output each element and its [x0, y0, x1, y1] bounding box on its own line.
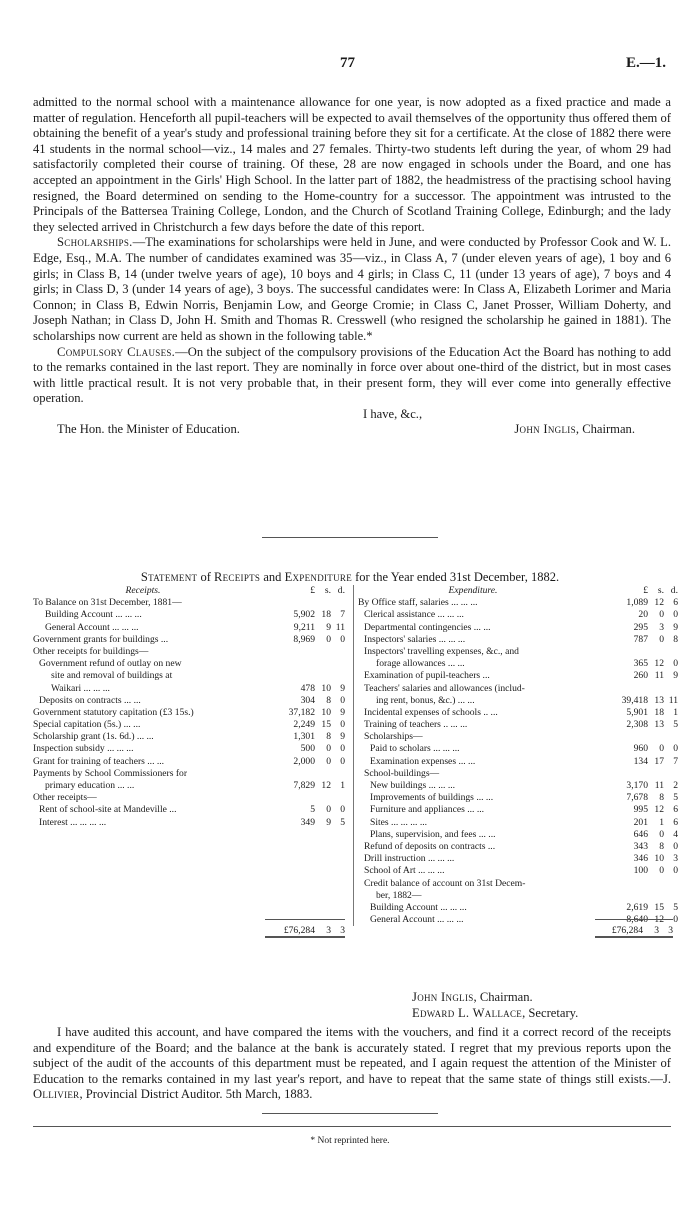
- amount-pence: 5: [673, 901, 678, 913]
- row-amount: [275, 768, 345, 780]
- row-amount: [608, 683, 678, 695]
- amount-pence: 6: [673, 597, 678, 609]
- table-row: [358, 817, 678, 829]
- row-amount: [275, 634, 345, 646]
- row-amount: [608, 609, 678, 621]
- row-label: Rent of school-site at Mandeville ...: [39, 804, 177, 816]
- table-row: [358, 792, 678, 804]
- receipts-header-row: Receipts. £ s. d.: [33, 585, 345, 597]
- amount-shillings: 0: [326, 633, 331, 645]
- row-amount: [608, 878, 678, 890]
- row-label: Grant for training of teachers ... ...: [33, 755, 165, 767]
- row-label: Examination expenses ... ...: [370, 755, 476, 767]
- row-label: ing rent, bonus, &c.) ... ...: [376, 694, 475, 706]
- table-row: [358, 768, 678, 780]
- amount-pence: 7: [673, 755, 678, 767]
- table-row: [33, 756, 345, 768]
- amount-pounds: 995: [633, 804, 648, 816]
- amount-shillings: 12: [654, 804, 664, 816]
- row-amount: [275, 646, 345, 658]
- row-label: Inspection subsidy ... ... ...: [33, 743, 134, 755]
- paragraph-compulsory-clauses: [33, 345, 671, 407]
- row-amount: [275, 609, 345, 621]
- amount-pounds: 7,829: [293, 780, 315, 791]
- table-row: [358, 731, 678, 743]
- amount-pounds: 500: [300, 743, 315, 755]
- footer-divider-short: [262, 1113, 438, 1114]
- row-label: School of Art ... ... ...: [364, 865, 445, 877]
- amount-pence: 9: [340, 731, 345, 743]
- table-row: [358, 670, 678, 682]
- amount-pounds: 5,902: [293, 609, 315, 621]
- row-label: Government statutory capitation (£3 15s.): [33, 706, 194, 718]
- table-row: [358, 804, 678, 816]
- row-amount: [275, 658, 345, 670]
- amount-pence: 0: [340, 694, 345, 706]
- amount-shillings: 18: [321, 609, 331, 621]
- row-amount: [275, 817, 345, 829]
- amount-pounds: 787: [633, 633, 648, 645]
- table-row: [33, 695, 345, 707]
- row-amount: [608, 902, 678, 914]
- table-row: [358, 890, 678, 902]
- row-label: Other receipts—: [33, 792, 97, 804]
- table-row: [358, 658, 678, 670]
- amount-pounds: 2,619: [626, 901, 648, 913]
- row-amount: [608, 841, 678, 853]
- row-amount: [608, 731, 678, 743]
- table-row: [33, 646, 345, 658]
- row-amount: [275, 597, 345, 609]
- receipts-rows: [33, 597, 345, 829]
- row-amount: [608, 597, 678, 609]
- statement-signatures: [412, 990, 578, 1021]
- amount-pence: 9: [673, 621, 678, 633]
- amount-pounds: 3,170: [626, 780, 648, 791]
- row-amount: [608, 817, 678, 829]
- amount-shillings: 3: [659, 621, 664, 633]
- row-amount: [608, 646, 678, 658]
- row-label: Credit balance of account on 31st Decem-: [364, 877, 526, 889]
- amount-pence: 5: [673, 792, 678, 804]
- amount-shillings: 0: [659, 743, 664, 755]
- row-label: Government refund of outlay on new: [39, 658, 182, 670]
- amount-pence: 0: [340, 633, 345, 645]
- statement-title: Statement of Receipts and Expenditure for the Year ended 31st December, 1882.: [140, 570, 560, 584]
- amount-pounds: 343: [633, 840, 648, 852]
- row-label: Inspectors' travelling expenses, &c., and: [364, 645, 519, 657]
- amount-shillings: 8: [326, 731, 331, 743]
- amount-pence: 1: [673, 706, 678, 718]
- table-row: [33, 622, 345, 634]
- amount-shillings: 15: [654, 901, 664, 913]
- row-amount: [608, 890, 678, 902]
- row-amount: [275, 780, 345, 792]
- row-amount: [608, 865, 678, 877]
- row-label: Government grants for buildings ...: [33, 633, 169, 645]
- table-row: [33, 768, 345, 780]
- amount-pounds: 2,000: [293, 755, 315, 767]
- amount-pounds: 478: [300, 682, 315, 694]
- row-label: Building Account ... ... ...: [370, 901, 467, 913]
- row-amount: [608, 780, 678, 792]
- row-amount: [608, 743, 678, 755]
- compulsory-heading: Compulsory Clauses.: [57, 344, 176, 359]
- table-row: [358, 780, 678, 792]
- table-row: [33, 792, 345, 804]
- amount-pence: 9: [340, 706, 345, 718]
- expenditure-header-row: Expenditure. £ s. d.: [358, 585, 678, 597]
- receipts-total-rule: [265, 919, 345, 920]
- table-row: [33, 719, 345, 731]
- row-amount: [608, 829, 678, 841]
- table-row: [33, 670, 345, 682]
- row-label: Improvements of buildings ... ...: [370, 792, 494, 804]
- amount-pence: 0: [340, 719, 345, 731]
- row-amount: [608, 853, 678, 865]
- row-amount: [608, 768, 678, 780]
- row-label: Incidental expenses of schools .. ...: [364, 706, 498, 718]
- scholarships-text: —The examinations for scholarships were held in June, and were conducted by Professor Cook and W. L. Edge, Esq., M.A. The number of candidates examined was 35—viz., in Class A, 7 (under eleven years of age), 1 boy and 6 girls; in Class B, 14 (under twelve years of age), 10 boys and 4 girls; in Class C, 11 (under 13 years of age), 7 boys and 4 girls; in Class D, 3 (under 14 years of age), 3 boys. The successful candidates were: In Class A, Elizabeth Lorimer and Maria Connon; in Class B, Edwin Norris, Benjamin Low, and George Cromie; in Class C, Janet Prosser, William Doherty, and Joseph Nathan; in Class D, John H. Smith and Thomas R. Cresswell (who resigned the scholarship he gained in 1881). The scholarships now current are held as shown in the following table.*: [33, 235, 671, 343]
- table-row: [33, 804, 345, 816]
- amount-pence: 0: [340, 755, 345, 767]
- row-label: Waikari ... ... ...: [51, 682, 110, 694]
- table-row: [358, 829, 678, 841]
- expenditure-double-rule: [595, 936, 673, 938]
- amount-shillings: 9: [326, 621, 331, 633]
- table-row: [358, 878, 678, 890]
- auditor-name: Ollivier: [33, 1087, 80, 1102]
- row-label: General Account ... ... ...: [370, 914, 464, 926]
- amount-pounds: 8,969: [293, 633, 315, 645]
- table-row: [358, 609, 678, 621]
- row-label: Examination of pupil-teachers ...: [364, 670, 490, 682]
- amount-shillings: 8: [659, 792, 664, 804]
- row-amount: [275, 622, 345, 634]
- row-label: Special capitation (5s.) ... ...: [33, 719, 141, 731]
- closing-line: I have, &c.,: [363, 406, 423, 421]
- footer-divider: [33, 1126, 671, 1127]
- amount-shillings: 12: [654, 597, 664, 609]
- row-label: Deposits on contracts ... ...: [39, 694, 141, 706]
- amount-pence: 11: [335, 621, 345, 633]
- amount-pounds: 365: [633, 658, 648, 670]
- amount-pounds: 20: [638, 609, 648, 621]
- row-amount: [275, 695, 345, 707]
- row-label: General Account ... ... ...: [45, 621, 139, 633]
- amount-shillings: 12: [654, 658, 664, 670]
- amount-pence: 6: [673, 804, 678, 816]
- row-label: ber, 1882—: [376, 889, 422, 901]
- audit-statement: I have audited this account, and have compared the items with the vouchers, and find it a correct record of the receipts and expenditure of the Board; and the balance at the bank is accurately stated. I regret that my previous reports upon the subject of the audit of the accounts of this department must be repeated, and I again request the attention of the Minister of Education to the remarks contained in my last year's report, and have to repeat that the same state of things still exists.—J. Ollivier, Provincial District Auditor. 5th March, 1883.: [33, 1025, 671, 1102]
- document-reference: E.—1.: [625, 55, 666, 71]
- row-label: Plans, supervision, and fees ... ...: [370, 828, 496, 840]
- amount-pounds: 2,308: [626, 719, 648, 731]
- table-row: [33, 683, 345, 695]
- amount-pence: 5: [340, 816, 345, 828]
- amount-pounds: 646: [633, 828, 648, 840]
- amount-pence: 3: [673, 853, 678, 865]
- table-row: [358, 865, 678, 877]
- row-label: Payments by School Commissioners for: [33, 767, 188, 779]
- addressee: The Hon. the Minister of Education.: [57, 422, 240, 437]
- table-row: [33, 780, 345, 792]
- row-label: Paid to scholars ... ... ...: [370, 743, 460, 755]
- page-number: 77: [340, 55, 355, 71]
- amount-shillings: 11: [654, 780, 664, 791]
- table-row: [33, 817, 345, 829]
- table-row: [358, 646, 678, 658]
- table-row: [33, 597, 345, 609]
- row-label: Drill instruction ... ... ...: [364, 853, 455, 865]
- chairman-signature: John Inglis, Chairman.: [412, 990, 533, 1004]
- amount-shillings: 1: [659, 816, 664, 828]
- table-row: [358, 597, 678, 609]
- table-row: [358, 683, 678, 695]
- secretary-signature: Edward L. Wallace, Secretary.: [412, 1005, 579, 1020]
- amount-pence: 0: [673, 658, 678, 670]
- expenditure-rows: [358, 597, 678, 926]
- amount-pence: 2: [673, 780, 678, 791]
- scholarships-heading: Scholarships.: [57, 235, 133, 250]
- row-label: Training of teachers .. ... ...: [364, 719, 468, 731]
- row-amount: [275, 743, 345, 755]
- amount-pounds: 39,418: [621, 694, 648, 706]
- signer: John Inglis, Chairman.: [514, 422, 635, 437]
- table-row: [358, 622, 678, 634]
- amount-pence: 11: [668, 694, 678, 706]
- receipts-double-rule: [265, 936, 345, 938]
- amount-shillings: 0: [659, 609, 664, 621]
- table-row: [33, 707, 345, 719]
- receipts-column: [33, 585, 345, 829]
- row-amount: [275, 670, 345, 682]
- amount-pounds: 346: [633, 853, 648, 865]
- amount-pounds: 304: [300, 694, 315, 706]
- amount-pounds: 1,301: [293, 731, 315, 743]
- row-amount: [608, 756, 678, 768]
- amount-pounds: 260: [633, 670, 648, 682]
- section-divider: [262, 537, 438, 538]
- row-amount: [275, 731, 345, 743]
- paragraph-normal-school: admitted to the normal school with a maintenance allowance for one year, is now adopted as a fixed practice and made a matter of regulation. Henceforth all pupil-teachers will be expected to avail themselves of the opportunity thus offered them of obtaining the benefit of a year's study and professional training before they sit for a certificate. At the close of 1882 there were 41 students in the normal school—viz., 14 males and 27 females. Thirty-two students left during the year, of whom 29 had satisfactorily completed their course of training. Of these, 28 are now engaged in schools under the Board, and one has accepted an appointment in the Girls' High School. In the latter part of 1882, the headmistress of the practising school having resigned, the Board determined on sending to the Home-country for a successor. The appointment was intrusted to the Principals of the Battersea Training College, London, and the Church of Scotland Training College, Edinburgh; and the lady they selected arrived in Christchurch a few days before the date of this report.: [33, 95, 671, 234]
- amount-shillings: 0: [659, 865, 664, 877]
- amount-pence: 9: [673, 670, 678, 682]
- amount-pence: 5: [673, 719, 678, 731]
- row-label: Departmental contingencies ... ...: [364, 621, 491, 633]
- amount-pence: 0: [673, 743, 678, 755]
- expenditure-total-rule: [595, 919, 673, 920]
- amount-pounds: 201: [633, 816, 648, 828]
- table-row: [358, 695, 678, 707]
- row-label: Clerical assistance ... ... ...: [364, 609, 464, 621]
- amount-shillings: 13: [654, 719, 664, 731]
- amount-pounds: 960: [633, 743, 648, 755]
- amount-pounds: 2,249: [293, 719, 315, 731]
- amount-pence: 0: [340, 743, 345, 755]
- paragraph-scholarships: [33, 235, 671, 344]
- row-amount: [608, 634, 678, 646]
- amount-shillings: 0: [326, 743, 331, 755]
- amount-pence: 1: [340, 780, 345, 791]
- row-amount: [275, 719, 345, 731]
- row-label: By Office staff, salaries ... ... ...: [358, 597, 478, 609]
- amount-pence: 4: [673, 828, 678, 840]
- report-body: [33, 95, 671, 438]
- amount-pounds: 5: [310, 804, 315, 816]
- signature-row: [33, 422, 671, 438]
- amount-pounds: 1,089: [626, 597, 648, 609]
- amount-shillings: 11: [654, 670, 664, 682]
- amount-shillings: 13: [654, 694, 664, 706]
- row-label: primary education ... ...: [45, 780, 135, 791]
- table-row: [358, 841, 678, 853]
- amount-shillings: 0: [326, 755, 331, 767]
- amount-pounds: 7,678: [626, 792, 648, 804]
- row-label: Sites ... ... ... ...: [370, 816, 428, 828]
- table-row: [358, 756, 678, 768]
- row-label: Scholarships—: [364, 731, 423, 743]
- row-amount: [608, 707, 678, 719]
- row-amount: [275, 756, 345, 768]
- row-amount: [608, 804, 678, 816]
- table-row: [33, 609, 345, 621]
- amount-pence: 6: [673, 816, 678, 828]
- table-row: [358, 853, 678, 865]
- row-amount: [608, 695, 678, 707]
- amount-shillings: 12: [654, 914, 664, 926]
- row-label: forage allowances ... ...: [376, 658, 465, 670]
- row-label: Refund of deposits on contracts ...: [364, 840, 496, 852]
- table-row: [33, 743, 345, 755]
- row-amount: [608, 622, 678, 634]
- amount-pence: 0: [673, 609, 678, 621]
- table-row: [33, 634, 345, 646]
- amount-shillings: 8: [659, 840, 664, 852]
- amount-shillings: 17: [654, 755, 664, 767]
- row-amount: [608, 670, 678, 682]
- row-label: To Balance on 31st December, 1881—: [33, 597, 182, 609]
- amount-shillings: 18: [654, 706, 664, 718]
- amount-shillings: 8: [326, 694, 331, 706]
- footnote: * Not reprinted here.: [310, 1136, 390, 1146]
- amount-shillings: 10: [321, 682, 331, 694]
- row-amount: [608, 658, 678, 670]
- amount-pounds: 100: [633, 865, 648, 877]
- amount-pounds: 295: [633, 621, 648, 633]
- row-amount: [608, 792, 678, 804]
- receipts-heading: Receipts.: [125, 585, 161, 596]
- amount-pence: 0: [673, 865, 678, 877]
- table-row: [358, 634, 678, 646]
- expenditure-heading: Expenditure.: [448, 585, 498, 596]
- amount-pounds: 5,901: [626, 706, 648, 718]
- table-row: [358, 743, 678, 755]
- amount-shillings: 0: [659, 633, 664, 645]
- amount-pence: 8: [673, 633, 678, 645]
- amount-shillings: 0: [659, 828, 664, 840]
- row-amount: [275, 683, 345, 695]
- row-amount: [608, 719, 678, 731]
- table-row: [358, 719, 678, 731]
- amount-pounds: 37,182: [288, 706, 315, 718]
- amount-shillings: 0: [326, 804, 331, 816]
- amount-shillings: 12: [321, 780, 331, 791]
- row-label: Building Account ... ... ...: [45, 609, 142, 621]
- amount-pence: 0: [673, 840, 678, 852]
- row-label: School-buildings—: [364, 767, 440, 779]
- expenditure-column: [353, 585, 678, 926]
- row-label: Furniture and appliances ... ...: [370, 804, 485, 816]
- row-amount: [275, 804, 345, 816]
- row-amount: [275, 792, 345, 804]
- amount-pounds: 8,640: [626, 914, 648, 926]
- amount-shillings: 9: [326, 816, 331, 828]
- amount-pence: 7: [340, 609, 345, 621]
- amount-pounds: 9,211: [293, 621, 315, 633]
- amount-pounds: 134: [633, 755, 648, 767]
- amount-shillings: 10: [654, 853, 664, 865]
- row-amount: [275, 707, 345, 719]
- page-header: [0, 55, 700, 75]
- table-row: [358, 902, 678, 914]
- row-label: Teachers' salaries and allowances (includ-: [364, 682, 525, 694]
- row-label: Scholarship grant (1s. 6d.) ... ...: [33, 731, 154, 743]
- row-label: New buildings ... ... ...: [370, 780, 456, 791]
- table-row: [33, 731, 345, 743]
- row-label: Other receipts for buildings—: [33, 645, 149, 657]
- amount-pence: 9: [340, 682, 345, 694]
- amount-pence: 0: [673, 914, 678, 926]
- row-label: Interest ... ... ... ...: [39, 816, 107, 828]
- amount-shillings: 10: [321, 706, 331, 718]
- amount-pence: 0: [340, 804, 345, 816]
- table-row: [358, 707, 678, 719]
- amount-shillings: 15: [321, 719, 331, 731]
- amount-pounds: 349: [300, 816, 315, 828]
- table-row: [33, 658, 345, 670]
- compulsory-text: —On the subject of the compulsory provisions of the Education Act the Board has nothing to add to the remarks contained in the last report. They are nominally in force over about one-third of the district, but in most cases with little practical result. It is not very probable that, in their present form, they will ever come into generally effective operation.: [33, 344, 671, 406]
- row-label: site and removal of buildings at: [51, 670, 173, 682]
- row-label: Inspectors' salaries ... ... ...: [364, 633, 466, 645]
